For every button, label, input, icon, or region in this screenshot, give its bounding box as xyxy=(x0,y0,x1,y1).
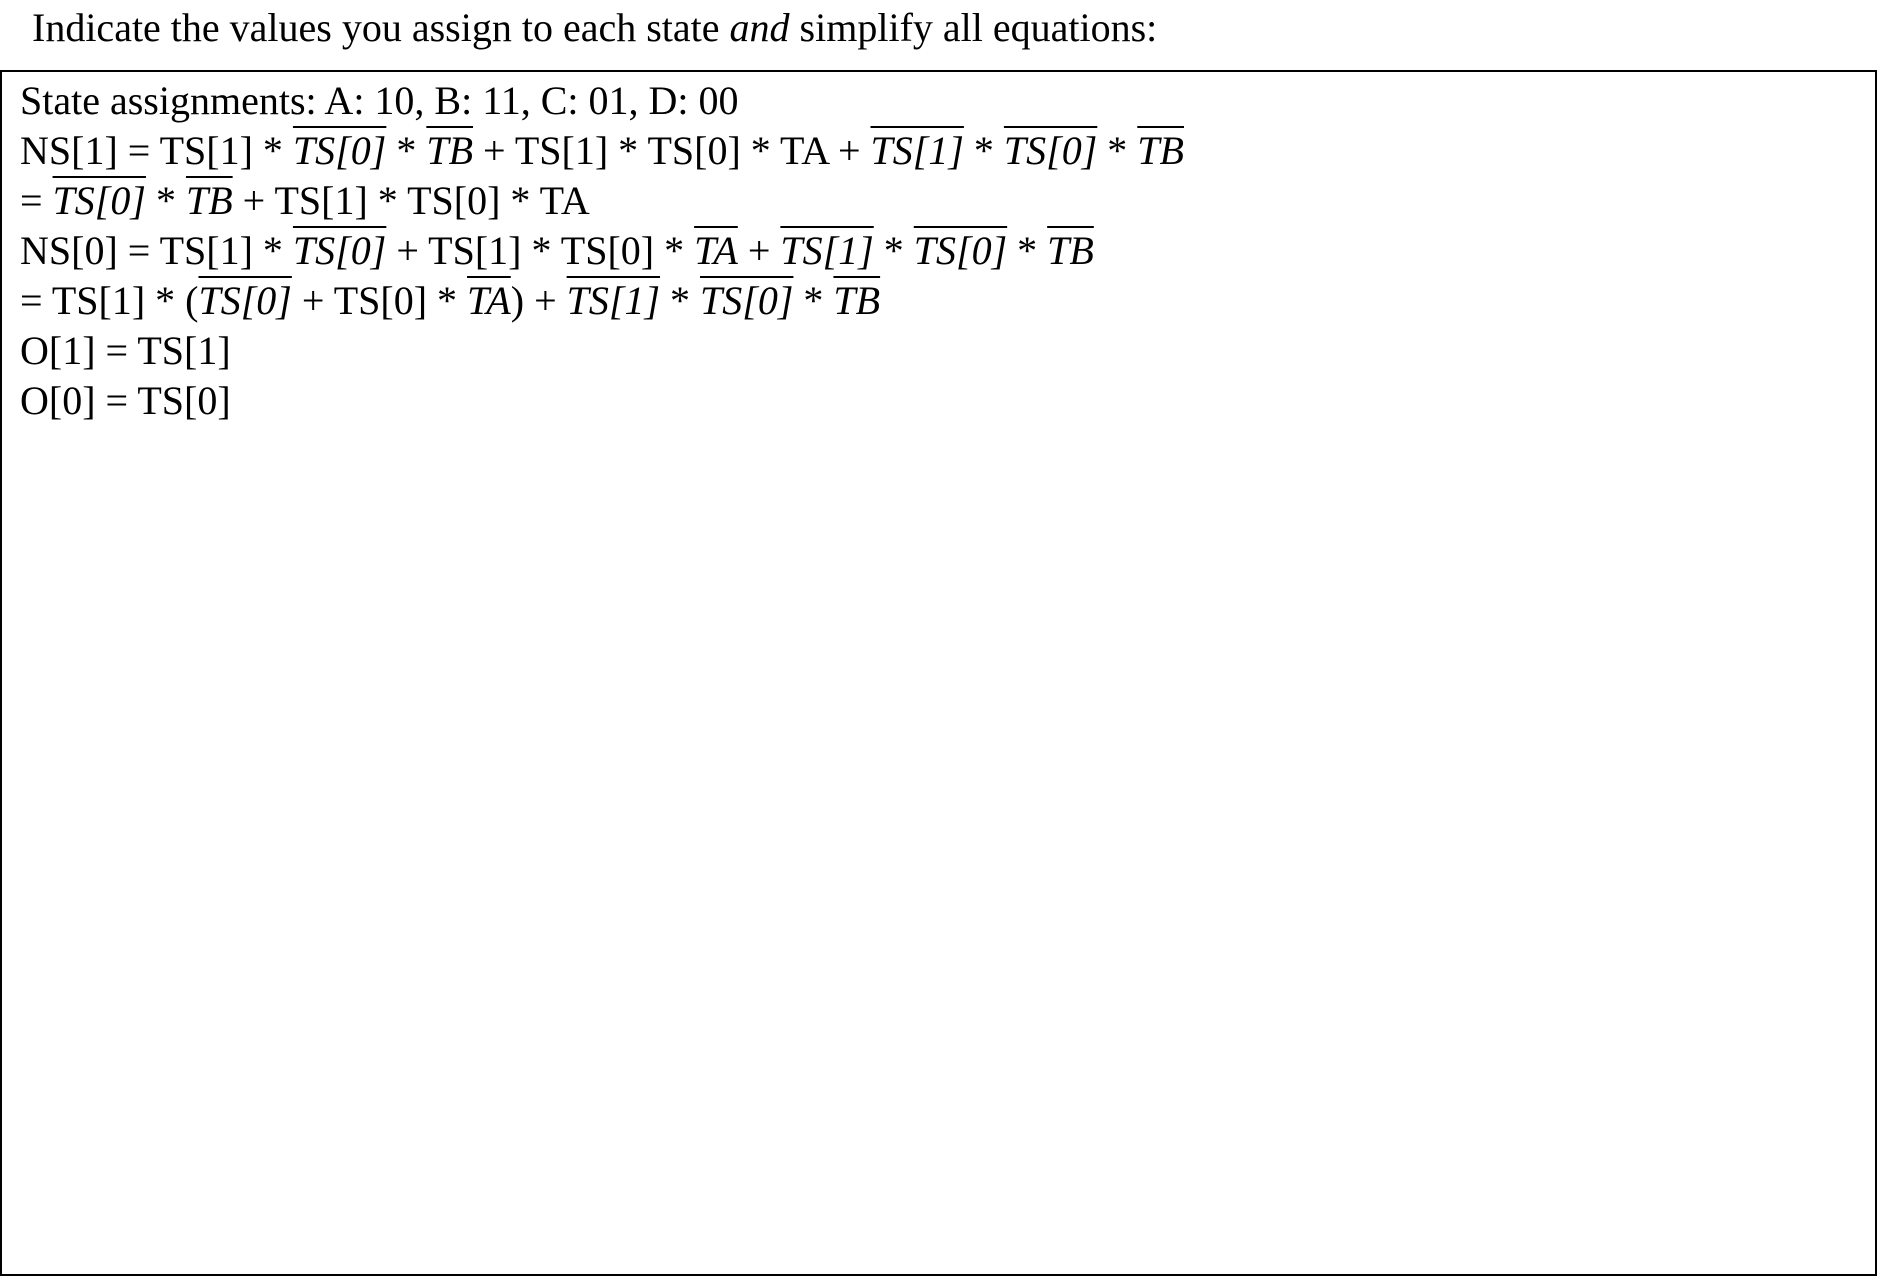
ns0-equation-line-1 xyxy=(20,226,1184,276)
ns1-sep-1: * xyxy=(386,128,427,173)
ns1-simplified-lhs: = xyxy=(20,178,53,223)
ns0-lhs: NS[0] = TS[1] * xyxy=(20,228,293,273)
ns0-term-not-ts0: TS[0] xyxy=(292,228,387,273)
prompt-text-before: Indicate the values you assign to each state xyxy=(32,5,730,50)
ns0-sep-4: * xyxy=(1007,228,1048,273)
ns1-simplified-sep-1: * xyxy=(145,178,186,223)
ns0-simplified-sep-2: ) + xyxy=(510,278,567,323)
ns0-equation-line-2 xyxy=(20,276,1184,326)
output-1-line xyxy=(20,326,1184,376)
ns1-term-not-ts1: TS[1] xyxy=(870,128,964,173)
ns0-simplified-lhs: = TS[1] * ( xyxy=(20,278,199,323)
prompt-emphasis: and xyxy=(729,5,790,50)
ns1-lhs: NS[1] = TS[1] * xyxy=(20,128,293,173)
ns1-equation-line-1 xyxy=(20,126,1184,176)
ns0-term-not-ts1: TS[1] xyxy=(780,228,874,273)
answer-box[interactable] xyxy=(0,70,1877,1276)
output-0-line xyxy=(20,376,1184,426)
ns0-term-not-tb: $\overline{TB}$ xyxy=(1047,228,1094,273)
ns1-term-not-ts0-b: TS[0] xyxy=(1003,128,1098,173)
ns0-simplified-sep-1: + TS[0] * xyxy=(291,278,468,323)
ns1-simplified-not-tb: $\overline{TB}$ xyxy=(185,178,233,223)
answer-content xyxy=(20,76,1184,426)
state-assignments-line xyxy=(20,76,1184,126)
question-prompt xyxy=(32,2,1157,54)
prompt-text-after: simplify all equations: xyxy=(789,5,1158,50)
output-1-equation: O[1] = TS[1] xyxy=(20,328,231,373)
ns1-sep-2: + TS[1] * TS[0] * TA + xyxy=(473,128,871,173)
ns0-term-not-ts0-b: TS[0] xyxy=(913,228,1008,273)
output-0-equation: O[0] = TS[0] xyxy=(20,378,231,423)
ns1-term-not-tb: $\overline{TB}$ xyxy=(426,128,474,173)
ns1-term-not-ts0: TS[0] xyxy=(292,128,387,173)
ns0-simplified-sep-3: * xyxy=(660,278,701,323)
ns0-term-not-ta: $\overline{TA}$ xyxy=(694,228,738,273)
ns0-sep-1: + TS[1] * TS[0] * xyxy=(386,228,695,273)
ns0-simplified-not-ts0: TS[0] xyxy=(198,278,292,323)
ns0-simplified-sep-4: * xyxy=(793,278,834,323)
ns1-simplified-not-ts0: TS[0] xyxy=(52,178,146,223)
ns0-simplified-not-tb: $\overline{TB}$ xyxy=(833,278,881,323)
ns0-simplified-not-ts1: TS[1] xyxy=(566,278,661,323)
ns1-simplified-sep-2: + TS[1] * TS[0] * TA xyxy=(232,178,590,223)
ns1-sep-4: * xyxy=(1097,128,1138,173)
ns1-sep-3: * xyxy=(963,128,1004,173)
ns0-simplified-not-ts0-b: TS[0] xyxy=(700,278,794,323)
ns0-sep-3: * xyxy=(873,228,914,273)
ns1-term-not-tb-b: $\overline{TB}$ xyxy=(1137,128,1184,173)
ns0-simplified-not-ta: $\overline{TA}$ xyxy=(467,278,511,323)
ns0-sep-2: + xyxy=(737,228,781,273)
state-assignments-text: State assignments: A: 10, B: 11, C: 01, D: 00 xyxy=(20,78,739,123)
ns1-equation-line-2 xyxy=(20,176,1184,226)
